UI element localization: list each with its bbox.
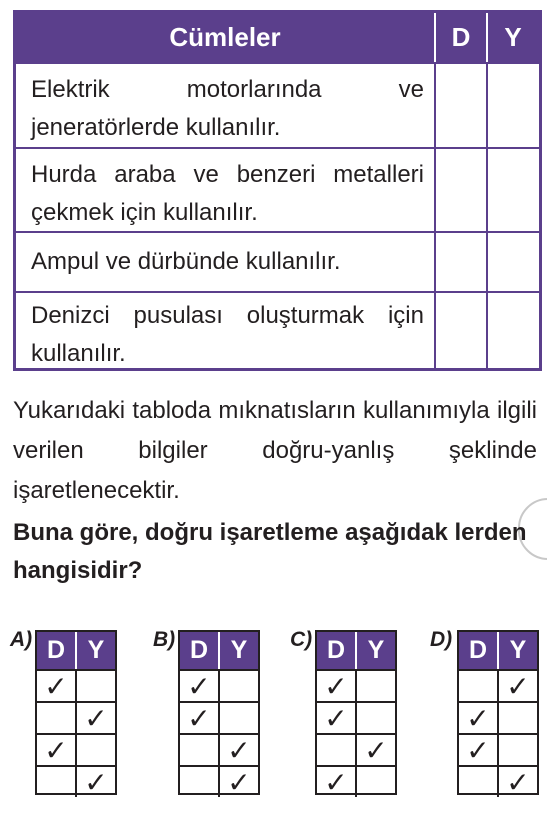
- option-row: [459, 701, 537, 733]
- option-table[interactable]: [315, 630, 397, 798]
- statements-table: [13, 10, 542, 371]
- check-mark-icon: ✓: [459, 703, 499, 733]
- check-mark-icon: ✓: [227, 734, 251, 766]
- option-table[interactable]: [178, 630, 260, 798]
- option-table-header: [37, 632, 115, 669]
- false-cell: [220, 671, 258, 701]
- true-cell[interactable]: [434, 64, 486, 147]
- check-mark-icon: ✓: [317, 703, 357, 733]
- false-cell: [77, 671, 115, 701]
- false-cell: [357, 767, 395, 797]
- false-cell: [77, 735, 115, 765]
- statement-text: Denizci pusulası oluşturmak için kullanılır.: [31, 302, 424, 367]
- true-cell: [317, 735, 357, 765]
- header-true: D: [180, 632, 220, 669]
- check-mark-icon: ✓: [84, 766, 108, 798]
- statement-text: Elektrik motorlarında ve jeneratörlerde kullanılır.: [31, 76, 424, 141]
- check-mark-icon: ✓: [180, 671, 220, 701]
- header-false: Y: [230, 636, 248, 664]
- false-cell: [499, 735, 537, 765]
- false-cell[interactable]: [486, 64, 538, 147]
- option-row: [180, 765, 258, 797]
- true-cell: [459, 671, 499, 701]
- table-row: [16, 231, 539, 291]
- statement-text: Hurda araba ve benzeri metalleri çekmek için kullanılır.: [31, 161, 424, 226]
- header-sentences: Cümleler: [169, 22, 281, 52]
- option-row: [37, 765, 115, 797]
- option-row: [180, 701, 258, 733]
- instruction-paragraph: Yukarıdaki tabloda mıknatısların kullanımıyla ilgili verilen bilgiler doğru-yanlış şeklinde işaretlenecektir.: [13, 397, 537, 504]
- option-table[interactable]: [35, 630, 117, 798]
- true-cell: [37, 767, 77, 797]
- header-true: D: [434, 13, 486, 62]
- true-cell[interactable]: [434, 149, 486, 231]
- question-text: Buna göre, doğru işaretleme aşağıdak lerden hangisidir?: [13, 519, 527, 584]
- check-mark-icon: ✓: [37, 671, 77, 701]
- option-table-header: [317, 632, 395, 669]
- true-cell: [459, 767, 499, 797]
- option-letter[interactable]: C): [290, 628, 313, 651]
- true-cell: [180, 735, 220, 765]
- option-table[interactable]: [457, 630, 539, 798]
- false-cell[interactable]: [486, 149, 538, 231]
- true-cell[interactable]: [434, 293, 486, 368]
- option-letter[interactable]: B): [153, 628, 176, 651]
- check-mark-icon: ✓: [84, 702, 108, 734]
- option-letter[interactable]: A): [10, 628, 33, 651]
- header-false: Y: [509, 636, 527, 664]
- header-true: D: [317, 632, 357, 669]
- option-row: [37, 701, 115, 733]
- option-row: [317, 701, 395, 733]
- check-mark-icon: ✓: [459, 735, 499, 765]
- check-mark-icon: ✓: [506, 670, 530, 702]
- false-cell: [499, 703, 537, 733]
- option-row: [37, 669, 115, 701]
- table-row: [16, 62, 539, 147]
- header-true: D: [37, 632, 77, 669]
- option-row: [317, 765, 395, 797]
- false-cell: [357, 671, 395, 701]
- check-mark-icon: ✓: [317, 767, 357, 797]
- table-row: [16, 291, 539, 368]
- true-cell: [180, 767, 220, 797]
- check-mark-icon: ✓: [227, 766, 251, 798]
- check-mark-icon: ✓: [364, 734, 388, 766]
- check-mark-icon: ✓: [37, 735, 77, 765]
- option-letter[interactable]: D): [430, 628, 453, 651]
- check-mark-icon: ✓: [506, 766, 530, 798]
- check-mark-icon: ✓: [180, 703, 220, 733]
- option-row: [459, 669, 537, 701]
- statement-text: Ampul ve dürbünde kullanılır.: [31, 248, 341, 275]
- header-false: Y: [87, 636, 105, 664]
- option-row: [317, 669, 395, 701]
- option-row: [180, 733, 258, 765]
- option-row: [459, 733, 537, 765]
- true-cell: [37, 703, 77, 733]
- option-table-header: [459, 632, 537, 669]
- false-cell: [220, 703, 258, 733]
- false-cell[interactable]: [486, 233, 538, 291]
- option-row: [317, 733, 395, 765]
- option-row: [180, 669, 258, 701]
- option-row: [459, 765, 537, 797]
- table-header: [16, 13, 539, 62]
- table-row: [16, 147, 539, 231]
- true-cell[interactable]: [434, 233, 486, 291]
- option-table-header: [180, 632, 258, 669]
- false-cell: [357, 703, 395, 733]
- header-false: Y: [486, 13, 538, 62]
- false-cell[interactable]: [486, 293, 538, 368]
- header-false: Y: [367, 636, 385, 664]
- option-row: [37, 733, 115, 765]
- header-true: D: [459, 632, 499, 669]
- check-mark-icon: ✓: [317, 671, 357, 701]
